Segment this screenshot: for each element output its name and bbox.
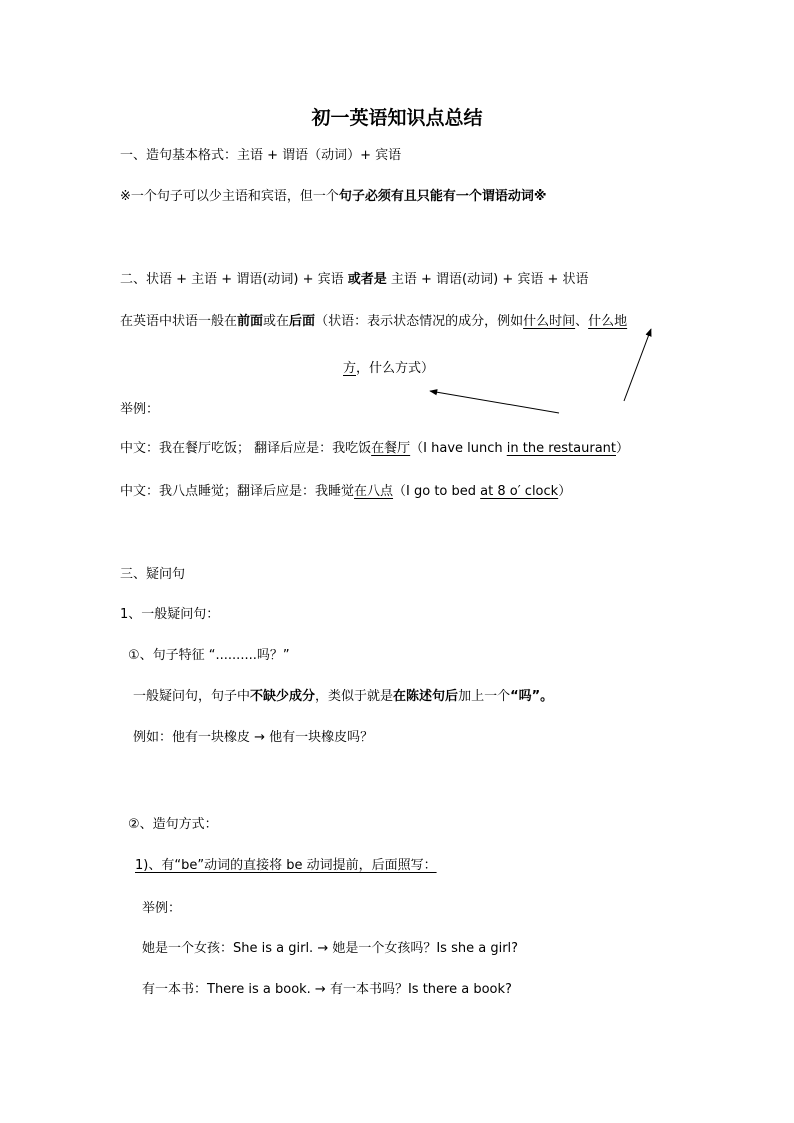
heading-part: 主语 + 谓语(动词) + 宾语 + 状语: [386, 272, 589, 287]
intro-end: ，什么方式）: [356, 361, 435, 376]
ex1-adverbial: 在餐厅: [371, 441, 411, 456]
desc-emphasis: 在陈述句后: [393, 689, 459, 704]
general-question-desc: [133, 688, 553, 706]
ex2-text: 中文：我八点睡觉；翻译后应是：我睡觉: [120, 484, 355, 499]
page-title: 初一英语知识点总结: [311, 107, 483, 129]
ex2-text: ）: [558, 484, 572, 499]
arrow-to-time: [430, 391, 559, 413]
sentence-feature: ①、句子特征 “..........吗？”: [128, 648, 290, 663]
example-1: [120, 440, 629, 458]
rule-example-1: 她是一个女孩：She is a girl. → 她是一个女孩吗？Is she a girl?: [142, 941, 519, 956]
ex2-english-adverbial: at 8 o′ clock: [480, 484, 559, 499]
note-text: ※一个句子可以少主语和宾语，但一个: [120, 189, 339, 204]
desc-text: 一般疑问句，句子中: [133, 689, 251, 704]
desc-emphasis: “吗”。: [510, 689, 554, 704]
example-label: 举例：: [120, 402, 160, 417]
ex2-text: （I go to bed: [393, 484, 481, 499]
section-3-heading: 三、疑问句: [120, 567, 186, 582]
general-question-heading: 1、一般疑问句：: [120, 607, 220, 622]
desc-emphasis: 不缺少成分: [250, 689, 316, 704]
ex2-adverbial: 在八点: [354, 484, 394, 499]
ex1-english-adverbial: in the restaurant: [506, 441, 616, 456]
note-emphasis: 句子必须有且只能有一个谓语动词※: [338, 189, 547, 204]
ex1-text: 中文：我在餐厅吃饭； 翻译后应是：我吃饭: [120, 441, 372, 456]
section-1-heading: 一、造句基本格式：主语 + 谓语（动词）+ 宾语: [120, 148, 402, 163]
intro-sep: 、: [575, 314, 589, 329]
intro-front: 前面: [237, 314, 264, 329]
intro-place-end: 方: [343, 361, 357, 376]
ex1-text: （I have lunch: [410, 441, 507, 456]
heading-bold: 或者是: [347, 272, 387, 287]
intro-time: 什么时间: [523, 314, 576, 329]
intro-back: 后面: [289, 314, 316, 329]
intro-text: （状语：表示状态情况的成分，例如: [315, 314, 524, 329]
desc-text: ，类似于就是: [315, 689, 394, 704]
intro-place: 什么地: [588, 314, 628, 329]
be-verb-rule: 1)、有“be”动词的直接将 be 动词提前，后面照写：: [135, 858, 437, 873]
intro-text: 或在: [263, 314, 290, 329]
example-2: [120, 483, 571, 501]
method-heading: ②、造句方式：: [128, 817, 218, 832]
heading-part: 二、状语 + 主语 + 谓语(动词) + 宾语: [120, 272, 348, 287]
rule-example-label: 举例：: [142, 901, 182, 916]
intro-text: 在英语中状语一般在: [120, 314, 238, 329]
arrow-to-place: [624, 329, 651, 401]
ex1-text: ）: [616, 441, 630, 456]
rule-example-2: 有一本书：There is a book. → 有一本书吗？Is there a book?: [142, 982, 512, 997]
desc-text: 加上一个: [458, 689, 511, 704]
general-question-example: 例如：他有一块橡皮 → 他有一块橡皮吗？: [133, 730, 374, 745]
